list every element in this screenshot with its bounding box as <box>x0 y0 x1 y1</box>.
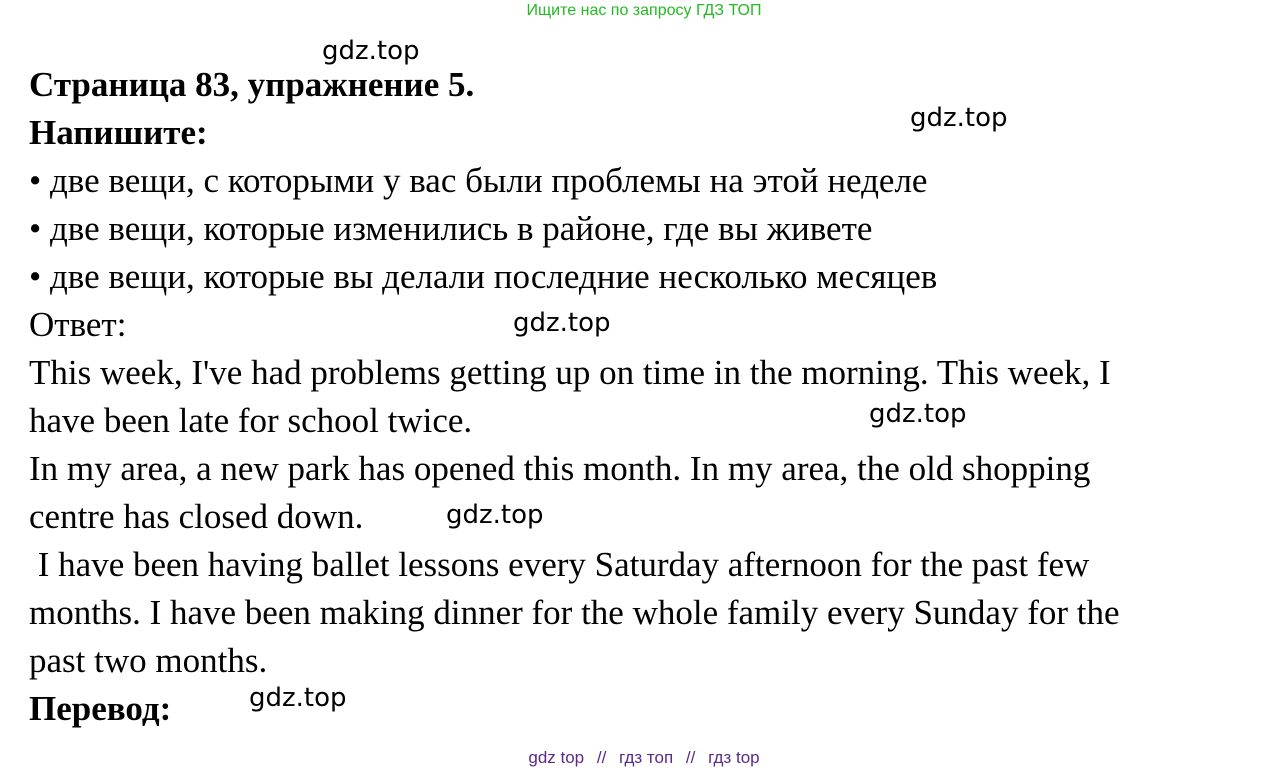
watermark: gdz.top <box>869 399 967 429</box>
page-title: Страница 83, упражнение 5. <box>29 65 475 104</box>
answer-line: have been late for school twice. <box>29 401 473 440</box>
footer-separator: // <box>685 748 696 767</box>
search-banner: Ищите нас по запросу ГДЗ ТОП <box>526 2 762 19</box>
task-bullet: • две вещи, которые изменились в районе, где вы живете <box>29 209 873 248</box>
footer-link[interactable]: гдз top <box>708 748 760 767</box>
watermark: gdz.top <box>513 308 611 338</box>
task-bullet: • две вещи, с которыми у вас были проблемы на этой неделе <box>29 161 928 200</box>
answer-line: past two months. <box>29 641 268 680</box>
footer-link[interactable]: gdz top <box>528 748 585 767</box>
watermark: gdz.top <box>322 36 420 66</box>
translation-label: Перевод: <box>29 689 172 728</box>
answer-line: This week, I've had problems getting up on time in the morning. This week, I <box>29 353 1111 392</box>
write-heading: Напишите: <box>29 113 208 152</box>
watermark: gdz.top <box>910 103 1008 133</box>
footer-separator: // <box>596 748 607 767</box>
watermark: gdz.top <box>446 500 544 530</box>
footer-links <box>0 748 1288 768</box>
footer-link[interactable]: гдз топ <box>619 748 674 767</box>
answer-line: In my area, a new park has opened this month. In my area, the old shopping <box>29 449 1091 488</box>
task-bullet: • две вещи, которые вы делали последние несколько месяцев <box>29 257 938 296</box>
answer-label: Ответ: <box>29 305 127 344</box>
answer-line: I have been having ballet lessons every Saturday afternoon for the past few <box>29 545 1090 584</box>
answer-line: months. I have been making dinner for the whole family every Sunday for the <box>29 593 1120 632</box>
watermark: gdz.top <box>249 683 347 713</box>
answer-line: centre has closed down. <box>29 497 364 536</box>
